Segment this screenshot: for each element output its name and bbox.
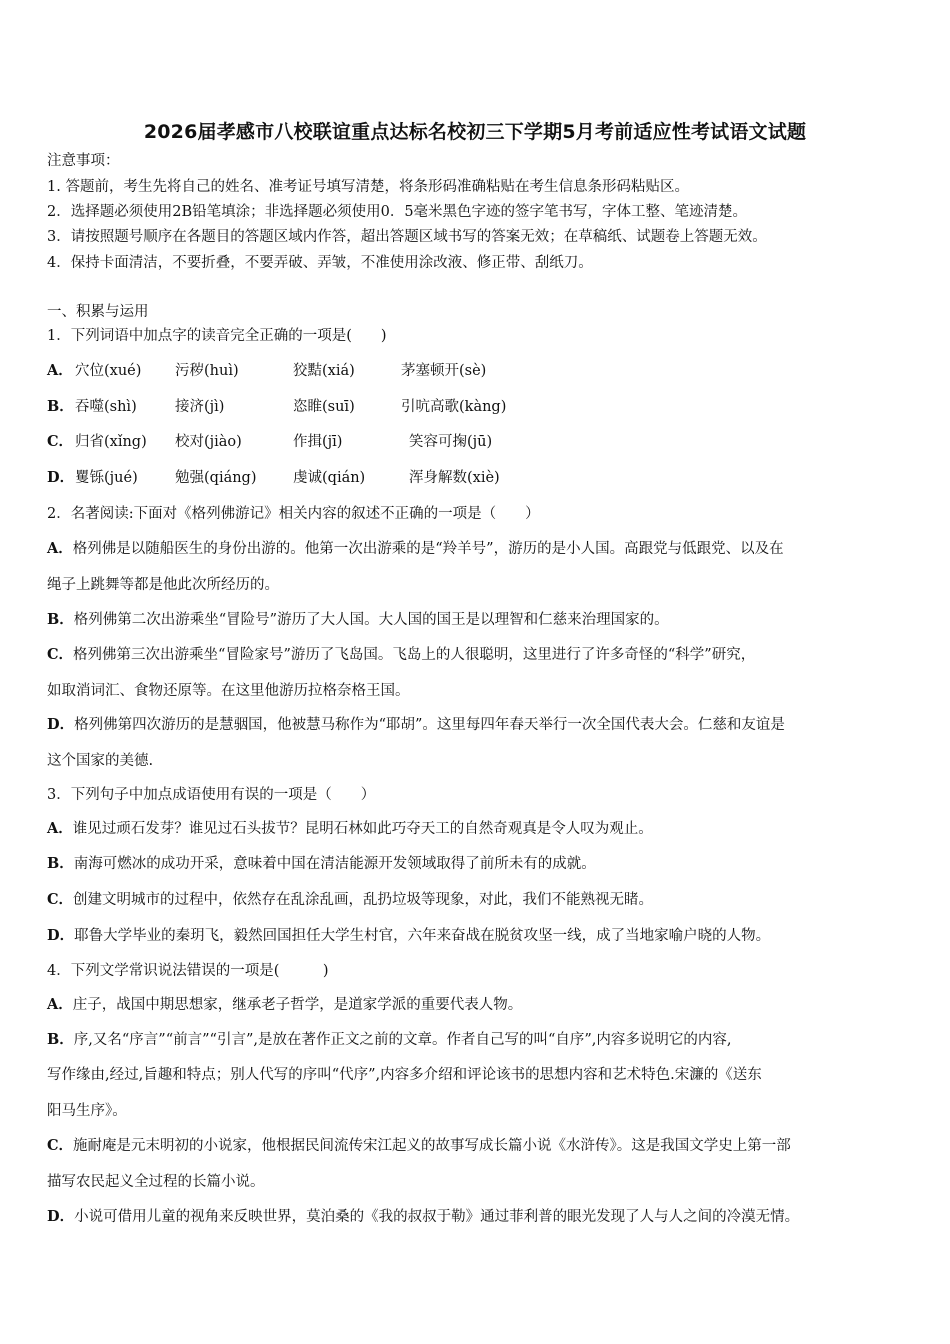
word: 校对(jiào): [175, 434, 242, 450]
option-label: B．: [47, 398, 74, 415]
notice-item-2: 2．选择题必须使用2B铅笔填涂；非选择题必须使用0．5毫米黑色字迹的签字笔书写，字体工整、笔迹清楚。: [47, 204, 748, 220]
q2-option-a-cont: 绳子上跳舞等都是他此次所经历的。: [47, 577, 279, 593]
q2-option-c: C．格列佛第三次出游乘坐“冒险家号”游历了飞岛国。飞岛上的人很聪明，这里进行了许多奇怪的“科学”研究，: [47, 646, 756, 663]
word: 作揖(jī): [293, 434, 343, 450]
notice-item-3: 3．请按照题号顺序在各题目的答题区域内作答，超出答题区域书写的答案无效；在草稿纸、试题卷上答题无效。: [47, 229, 767, 245]
word: 勉强(qiáng): [175, 470, 257, 486]
word: 穴位(xué): [75, 363, 142, 379]
option-label: B．: [47, 855, 74, 872]
q1-option-a: [47, 362, 486, 380]
word: 虔诚(qián): [293, 470, 366, 486]
q2-stem: 2．名著阅读:下面对《格列佛游记》相关内容的叙述不正确的一项是（ ）: [47, 506, 540, 522]
q4-option-c: C．施耐庵是元末明初的小说家，他根据民间流传宋江起义的故事写成长篇小说《水浒传》。这是我国文学史上第一部: [47, 1137, 791, 1154]
option-label: C．: [47, 891, 74, 908]
q1-stem: 1．下列词语中加点字的读音完全正确的一项是( ): [47, 328, 387, 344]
option-label: A．: [47, 362, 73, 379]
option-label: A．: [47, 820, 73, 837]
option-label: C．: [47, 433, 74, 450]
q3-option-a: A．谁见过顽石发芽？谁见过石头拔节？昆明石林如此巧夺天工的自然奇观真是令人叹为观止。: [47, 820, 653, 837]
q2-option-b: B．格列佛第二次出游乘坐“冒险号”游历了大人国。大人国的国王是以理智和仁慈来治理国家的。: [47, 611, 669, 628]
option-label: D．: [47, 927, 75, 944]
option-label: C．: [47, 646, 74, 663]
q4-stem: 4．下列文学常识说法错误的一项是( ): [47, 963, 329, 979]
option-label: A．: [47, 540, 73, 557]
word: 笑容可掬(jū): [409, 434, 493, 450]
option-label: D．: [47, 1208, 75, 1225]
notice-item-1: 1. 答题前，考生先将自己的姓名、准考证号填写清楚，将条形码准确粘贴在考生信息条形码粘贴区。: [47, 179, 689, 195]
option-label: C．: [47, 1137, 74, 1154]
word: 茅塞顿开(sè): [401, 363, 487, 379]
word: 吞噬(shì): [75, 399, 137, 415]
word: 污秽(huì): [175, 363, 239, 379]
q4-option-d: D．小说可借用儿童的视角来反映世界，莫泊桑的《我的叔叔于勒》通过菲利普的眼光发现了人与人之间的冷漠无情。: [47, 1208, 800, 1225]
option-label: B．: [47, 1031, 74, 1048]
option-label: A．: [47, 996, 73, 1013]
option-label: D．: [47, 469, 75, 486]
q1-option-b: [47, 398, 506, 416]
q4-option-a: A．庄子，战国中期思想家，继承老子哲学，是道家学派的重要代表人物。: [47, 996, 523, 1013]
q2-option-d-cont: 这个国家的美德.: [47, 753, 154, 769]
word: 归省(xǐng): [75, 434, 147, 450]
q3-stem: 3．下列句子中加点成语使用有误的一项是（ ）: [47, 787, 376, 803]
q2-option-a: A．格列佛是以随船医生的身份出游的。他第一次出游乘的是“羚羊号”，游历的是小人国。高跟党与低跟党、以及在: [47, 540, 784, 557]
q1-option-d: [47, 469, 500, 487]
notice-item-4: 4．保持卡面清洁，不要折叠，不要弄破、弄皱，不准使用涂改液、修正带、刮纸刀。: [47, 255, 593, 271]
q4-option-b-cont2: 阳马生序》。: [47, 1103, 127, 1119]
q3-option-d: D．耶鲁大学毕业的秦玥飞，毅然回国担任大学生村官，六年来奋战在脱贫攻坚一线，成了当地家喻户晓的人物。: [47, 927, 771, 944]
word: 恣睢(suī): [293, 399, 355, 415]
q2-option-d: D．格列佛第四次游历的是慧骃国，他被慧马称作为“耶胡”。这里每四年春天举行一次全国代表大会。仁慈和友谊是: [47, 716, 785, 733]
q2-option-c-cont: 如取消词汇、食物还原等。在这里他游历拉格奈格王国。: [47, 683, 410, 699]
word: 接济(jì): [175, 399, 225, 415]
word: 狡黠(xiá): [293, 363, 355, 379]
q1-option-c: [47, 433, 492, 451]
option-label: B．: [47, 611, 74, 628]
q4-option-b: B．序,又名“序言”“前言”“引言”,是放在著作正文之前的文章。作者自己写的叫“自序”,内容多说明它的内容,: [47, 1031, 732, 1048]
section-heading: 一、积累与运用: [47, 304, 149, 320]
option-label: D．: [47, 716, 75, 733]
page-title: 2026届孝感市八校联谊重点达标名校初三下学期5月考前适应性考试语文试题: [143, 121, 807, 143]
q4-option-c-cont: 描写农民起义全过程的长篇小说。: [47, 1174, 265, 1190]
q3-option-c: C．创建文明城市的过程中，依然存在乱涂乱画，乱扔垃圾等现象，对此，我们不能熟视无睹。: [47, 891, 654, 908]
word: 浑身解数(xiè): [409, 470, 500, 486]
q4-option-b-cont: 写作缘由,经过,旨趣和特点；别人代写的序叫“代序”,内容多介绍和评论该书的思想内容和艺术特色.宋濂的《送东: [47, 1067, 762, 1083]
notice-heading: 注意事项：: [47, 153, 120, 169]
word: 矍铄(jué): [75, 470, 138, 486]
q3-option-b: B．南海可燃冰的成功开采，意味着中国在清洁能源开发领域取得了前所未有的成就。: [47, 855, 596, 872]
word: 引吭高歌(kàng): [401, 399, 507, 415]
